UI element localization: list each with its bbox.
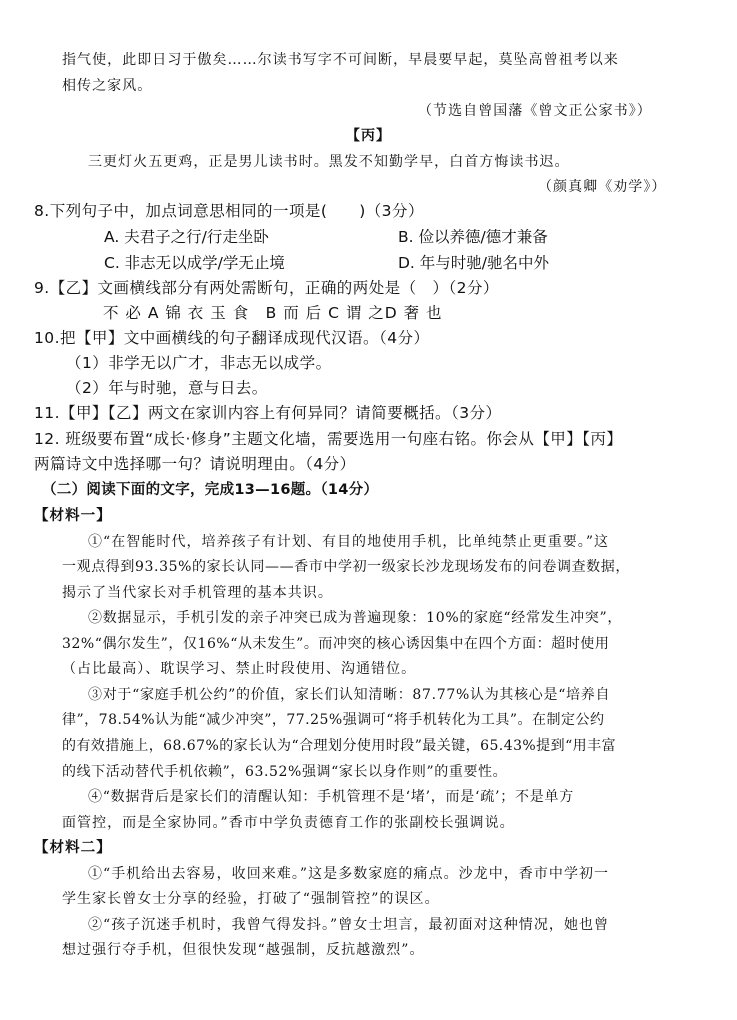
m1-p2-line-2: 32%“偶尔发生”，仅16%“从未发生”。而冲突的核心诱因集中在四个方面：超时使用 bbox=[62, 636, 610, 652]
q8-option-a: A. 夫君子之行/行走坐卧 bbox=[104, 228, 269, 246]
question-11: 11.【甲】【乙】两文在家训内容上有何异同？请简要概括。（3分） bbox=[34, 404, 502, 422]
m1-p3-line-3: 的有效措施上，68.67%的家长认为“合理划分使用时段”最关键，65.43%提到“用丰富 bbox=[62, 738, 617, 754]
yi-text-line-2: 相传之家风。 bbox=[62, 78, 153, 94]
m1-p2-line-1: ②数据显示，手机引发的亲子冲突已成为普遍现象：10%的家庭“经常发生冲突”， bbox=[88, 610, 623, 626]
bing-source: （颜真卿《劝学》） bbox=[538, 179, 667, 195]
m1-p1-line-2: 一观点得到93.35%的家长认同——香市中学初一级家长沙龙现场发布的问卷调查数据， bbox=[62, 559, 630, 575]
question-9: 9.【乙】文画横线部分有两处需断句，正确的两处是（ ）（2分） bbox=[34, 279, 499, 297]
m2-p1-line-2: 学生家长曾女士分享的经验，打破了“强制管控”的误区。 bbox=[62, 891, 440, 907]
material-1-label: 【材料一】 bbox=[34, 508, 112, 524]
q8-option-d: D. 年与时驰/驰名中外 bbox=[398, 254, 550, 272]
question-10: 10.把【甲】文中画横线的句子翻译成现代汉语。（4分） bbox=[34, 329, 430, 347]
m1-p4-line-2: 面管控，而是全家协同。”香市中学负责德育工作的张副校长强调说。 bbox=[62, 815, 515, 831]
m2-p2-line-1: ②“孩子沉迷手机时，我曾气得发抖。”曾女士坦言，最初面对这种情况，她也曾 bbox=[88, 917, 610, 933]
q9-sentence: 不 必 A 锦 衣 玉 食 B 而 后 C 谓 之D 奢 也 bbox=[103, 304, 443, 322]
question-8: 8.下列句子中，加点词意思相同的一项是( )（3分） bbox=[34, 202, 424, 220]
question-12-line-1: 12. 班级要布置“成长·修身”主题文化墙，需要选用一句座右铭。你会从【甲】【丙】 bbox=[34, 430, 623, 448]
section-2-heading: （二）阅读下面的文字，完成13—16题。（14分） bbox=[42, 482, 379, 498]
q10-item-2: （2）年与时驰，意与日去。 bbox=[66, 379, 268, 397]
material-2-label: 【材料二】 bbox=[34, 840, 112, 856]
m1-p1-line-3: 揭示了当代家长对手机管理的基本共识。 bbox=[62, 585, 333, 601]
m1-p2-line-3: （占比最高）、耽误学习、禁止时段使用、沟通错位。 bbox=[62, 661, 417, 677]
q10-item-1: （1）非学无以广才，非志无以成学。 bbox=[66, 354, 332, 372]
m1-p4-line-1: ④“数据背后是家长们的清醒认知：手机管理不是‘堵’，而是‘疏’；不是单方 bbox=[88, 789, 574, 805]
bing-heading: 【丙】 bbox=[345, 128, 392, 144]
bing-text: 三更灯火五更鸡，正是男儿读书时。黑发不知勤学早，白首方悔读书迟。 bbox=[88, 154, 570, 170]
question-12-line-2: 两篇诗文中选择哪一句？请说明理由。（4分） bbox=[34, 455, 356, 473]
m1-p1-line-1: ①“在智能时代，培养孩子有计划、有目的地使用手机，比单纯禁止更重要。”这 bbox=[88, 534, 610, 550]
q8-option-b: B. 俭以养德/德才兼备 bbox=[398, 228, 548, 246]
yi-source: （节选自曾国藩《曾文正公家书》） bbox=[418, 103, 652, 119]
m2-p1-line-1: ①“手机给出去容易，收回来难。”这是多数家庭的痛点。沙龙中，香市中学初一 bbox=[88, 866, 610, 882]
m1-p3-line-4: 的线下活动替代手机依赖”，63.52%强调“家长以身作则”的重要性。 bbox=[62, 764, 508, 780]
yi-text-line-1: 指气使，此即日习于傲矣……尔读书写字不可间断，早晨要早起，莫坠高曾祖考以来 bbox=[62, 52, 619, 68]
m2-p2-line-2: 想过强行夺手机，但很快发现“越强制，反抗越激烈”。 bbox=[62, 942, 425, 958]
q8-option-c: C. 非志无以成学/学无止境 bbox=[104, 254, 285, 272]
m1-p3-line-1: ③对于“家庭手机公约”的价值，家长们认知清晰：87.77%认为其核心是“培养自 bbox=[88, 687, 611, 703]
m1-p3-line-2: 律”，78.54%认为能“减少冲突”，77.25%强调可“将手机转化为工具”。在制定公约 bbox=[62, 712, 605, 728]
